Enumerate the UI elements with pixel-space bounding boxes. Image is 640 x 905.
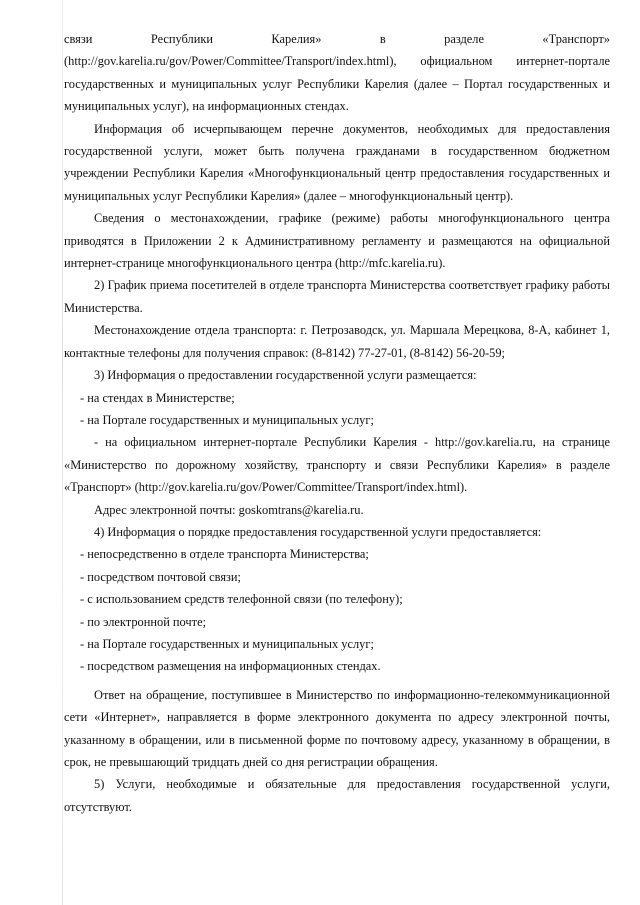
paragraph-official-portal: - на официальном интернет-портале Республики Карелия - http://gov.karelia.ru, на странице «Министерство по дорожному хозяйству, транспорту и связи Республики Карелия» в разделе «Транспорт» (http://gov.karelia.ru/gov/Power/Committee/Transport/index.html). — [64, 435, 610, 495]
paragraph-info-procedure: 4) Информация о порядке предоставления государственной услуги предоставляется: — [94, 524, 542, 539]
paragraph-contact-continuation: связи Республики Карелия» в разделе «Транспорт» (http://gov.karelia.ru/gov/Power/Committee/Transport/index.html), официальном интернет-портале государственных и муниципальных услуг Республики Карелия (далее – Портал государственных и муниципальных услуг), на информационных стендах. — [64, 32, 610, 114]
list-item: - на Портале государственных и муниципальных услуг; — [80, 412, 374, 427]
list-item: - непосредственно в отделе транспорта Министерства; — [80, 547, 369, 562]
paragraph-info-placement: 3) Информация о предоставлении государственной услуги размещается: — [94, 368, 477, 383]
paragraph-documents-info: Информация об исчерпывающем перечне документов, необходимых для предоставления государственной услуги, может быть получена гражданами в государственном бюджетном учреждении Республики Карелия «Многофункциональный центр предоставления государственных и муниципальных услуг Республики Карелия» (далее – многофункциональный центр). — [64, 121, 610, 203]
paragraph-email: Адрес электронной почты: goskomtrans@karelia.ru. — [94, 502, 364, 517]
list-item: - посредством почтовой связи; — [80, 569, 241, 584]
list-item: - на стендах в Министерстве; — [80, 390, 235, 405]
paragraph-response: Ответ на обращение, поступившее в Министерство по информационно-телекоммуникационной сети «Интернет», направляется в форме электронного документа по адресу электронной почты, указанному в обращении, или в письменной форме по почтовому адресу, указанному в обращении, в срок, не превышающий тридцать дней со дня регистрации обращения. — [64, 687, 610, 769]
paragraph-services-absent: 5) Услуги, необходимые и обязательные для предоставления государственной услуги, отсутствуют. — [64, 777, 610, 814]
list-item: - посредством размещения на информационных стендах. — [80, 659, 381, 674]
paragraph-mfc-location: Сведения о местонахождении, графике (режиме) работы многофункционального центра приводятся в Приложении 2 к Административному регламенту и размещаются на официальной интернет-странице многофункционального центра (http://mfc.karelia.ru). — [64, 211, 610, 271]
scan-margin-line — [62, 0, 63, 905]
list-item: - с использованием средств телефонной связи (по телефону); — [80, 592, 403, 607]
list-item: - на Портале государственных и муниципальных услуг; — [80, 636, 374, 651]
list-item: - по электронной почте; — [80, 614, 207, 629]
paragraph-schedule: 2) График приема посетителей в отделе транспорта Министерства соответствует графику работы Министерства. — [64, 278, 610, 315]
paragraph-transport-location: Местонахождение отдела транспорта: г. Петрозаводск, ул. Маршала Мерецкова, 8-А, кабинет 1, контактные телефоны для получения справок: (8-8142) 77-27-01, (8-8142) 56-20-59; — [64, 323, 610, 360]
